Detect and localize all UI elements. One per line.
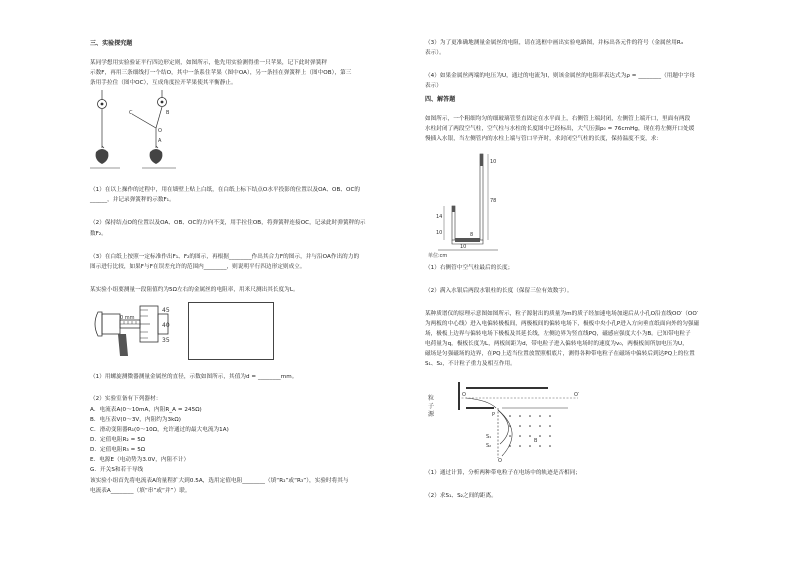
fig2-s1: S₁ <box>486 434 492 440</box>
micro-tick-35: 35 <box>162 337 170 344</box>
q2-4-line1: （4）如果金属丝两端的电压为U，通过的电流为I，则该金属丝的电阻率表达式为ρ = ________（用题中字母 <box>425 73 695 79</box>
q1-intro-line3: 条用手拉住（图中OC），互成角度拉开苹果使其平衡静止。 <box>90 80 237 86</box>
q3-1: （1）右侧管中空气柱最后的长度； <box>425 265 514 271</box>
q2-2-end-line1: 该实验小组首先将电流表A的量程扩大到0.5A，选用定值电阻________（填“R₂”或“R₃”），实验时将其与 <box>90 478 349 484</box>
q1-2-line2: 数F₂。 <box>90 231 107 237</box>
q2-2: （2）实验室备有下列器材： <box>90 396 162 402</box>
label-a: A <box>158 138 162 144</box>
fig2-o: O <box>462 392 466 398</box>
magnetic-field-dots <box>509 415 551 447</box>
item-b: B．电压表V(0～3V，内阻约为3kΩ) <box>90 417 181 423</box>
label-o: O <box>158 128 162 134</box>
q1-intro-line1: 某同学想用实验验证平行四边形定则，如图所示，他先用实验测得重一只苹果，记下此时弹簧秤 <box>90 60 328 66</box>
mass-spectrometer-figure <box>428 372 588 462</box>
q3-line2: 水柱封闭了两段空气柱，空气柱与水柱的长度图中已经标出，大气压强p₀ = 76cmHg，现在将左侧开口处缓 <box>425 126 695 132</box>
q2-3-line2: 表示）。 <box>425 50 445 56</box>
tube-label-10-left: 10 <box>436 230 443 236</box>
fig2-o-prime: O′ <box>574 392 580 398</box>
q4-line5: 磁场是匀强磁场的边界，在PQ上适当位置放置照相底片，测得各种带电粒子在磁场中偏转后到达PQ上的位置 <box>425 351 695 357</box>
q1-1-line1: （1）在以上操作的过程中，用在墙壁上贴上白纸，在白纸上标下结点O水平投影的位置以及OA、OB、OC的 <box>90 187 361 193</box>
q2-3-line1: （3）为了更准确地测量金属丝的电阻，请在选框中画出实验电路图，并标出各元件的符号（金属丝用Rₓ <box>425 40 684 46</box>
q4-line2: 为两板的中心线）进入电偏转极板间，两极板间的偏转电场下，极板中央小孔P进入方向垂直纸面向外的匀强磁 <box>425 321 700 327</box>
q4-line4: 电荷量为q，极板长度为L，两板间距为d，带电粒子进入偏转电场时的速度为v₀，两极板间所加电压为U， <box>425 341 688 347</box>
q4-line1: 某种质谱仪的原理示意图如图所示，粒子源射出的质量为m的质子经加速电场加速后从小孔O沿直线OO′（OO′ <box>425 311 699 317</box>
micro-unit: 0 mm <box>120 315 135 321</box>
micrometer-figure <box>92 300 182 368</box>
tube-label-8: 8 <box>470 232 474 238</box>
q2-2-end-line2: 电流表A________（填“串”或“并”）联。 <box>90 488 191 494</box>
q2-1: （1）用螺旋测微器测量金属丝的直径，示数如图所示，其值为d = ________mm。 <box>90 374 298 380</box>
tube-unit: 单位:cm <box>428 253 448 258</box>
item-d: D．定值电阻R₂ = 5Ω <box>90 437 146 443</box>
q2-intro: 某实验小组要测量一段阻值约为5Ω左右的金属丝的电阻率，用米尺测出其长度为L。 <box>90 287 299 293</box>
q3-line1: 如图所示，一个粗细均匀的细玻璃管竖直固定在水平面上，右侧管上端封闭，左侧管上端开口，里面有两段 <box>425 116 691 122</box>
tube-label-10-bottom: 10 <box>460 244 467 250</box>
q2-4-line2: 表示） <box>425 83 442 89</box>
label-b: B <box>166 110 170 116</box>
q4-2: （2）求S₁、S₂之间的距离。 <box>425 493 497 499</box>
q4-line3: 场，极板上边界与偏转电场下极板及其延长线，左侧边界为竖直线PQ，磁感应强度大小为B。已知带电粒子 <box>425 331 691 337</box>
item-f: E．电源E（电动势为3.0V，内阻不计） <box>90 457 190 463</box>
section3-title: 三、实验探究题 <box>90 40 133 47</box>
u-tube-figure <box>428 150 508 258</box>
q1-1-line2: ______，并记录弹簧秤的示数F₁。 <box>90 197 175 203</box>
q3-line3: 慢插入水银，当左侧管内的水柱上端与管口平齐时，求封闭空气柱的长度，保持温度不变，求： <box>425 136 663 142</box>
fig2-s2: S₂ <box>486 443 492 449</box>
micro-tick-45: 45 <box>162 307 170 314</box>
fig2-label-source-3: 源 <box>428 411 435 418</box>
q1-2-line1: （2）保持结点O的位置以及OA、OB、OC的方向不变，用手拉住OB，将弹簧秤连接OC，记录此时弹簧秤的示 <box>90 220 366 226</box>
q1-3-line1: （3）在白纸上按照一定标准作出F₁、F₂的图示，再根据________作出其合力F的图示，并与沿OA作出的力的 <box>90 254 360 260</box>
fig2-label-source-1: 粒 <box>428 395 435 402</box>
q3-2: （2）满入水银后两段水银柱的长度（保留三位有效数字）。 <box>425 288 573 294</box>
item-a: A．电流表A(0～10mA，内阻R_A = 245Ω) <box>90 407 202 413</box>
item-c: C．滑动变阻器R₁(0～10Ω，允许通过的最大电流为1A) <box>90 427 229 433</box>
tube-label-10-top: 10 <box>490 159 497 165</box>
fig2-label-source-2: 子 <box>428 403 435 410</box>
q1-3-line2: 图示进行比较，如果F与F在误差允许的范围内________，则说明平行四边形定则成立。 <box>90 264 306 270</box>
apple-spring-figure <box>90 90 180 174</box>
item-g: G．开关S和若干导线 <box>90 467 144 473</box>
tube-label-14: 14 <box>436 214 443 220</box>
fig2-q: Q <box>498 458 502 462</box>
tube-label-78: 78 <box>490 198 497 204</box>
fig2-p: P <box>492 412 496 418</box>
circuit-answer-box[interactable] <box>188 302 274 360</box>
label-c: C <box>129 110 133 116</box>
micro-tick-40: 40 <box>162 322 170 329</box>
q1-intro-line2: 示数F，再用三条细线打一个结O，其中一条系住苹果（图中OA），另一条挂在弹簧秤上（图中OB），第三 <box>90 70 352 76</box>
q4-line6: S₁、S₂，不计粒子重力及相互作用。 <box>425 361 516 367</box>
item-e: D．定值电阻R₃ = 5Ω <box>90 447 146 453</box>
q4-1: （1）通过计算，分析两种带电粒子在电场中的轨迹是否相同； <box>425 470 581 476</box>
section4-title: 四、解答题 <box>425 96 456 103</box>
fig2-b: B <box>534 438 538 444</box>
